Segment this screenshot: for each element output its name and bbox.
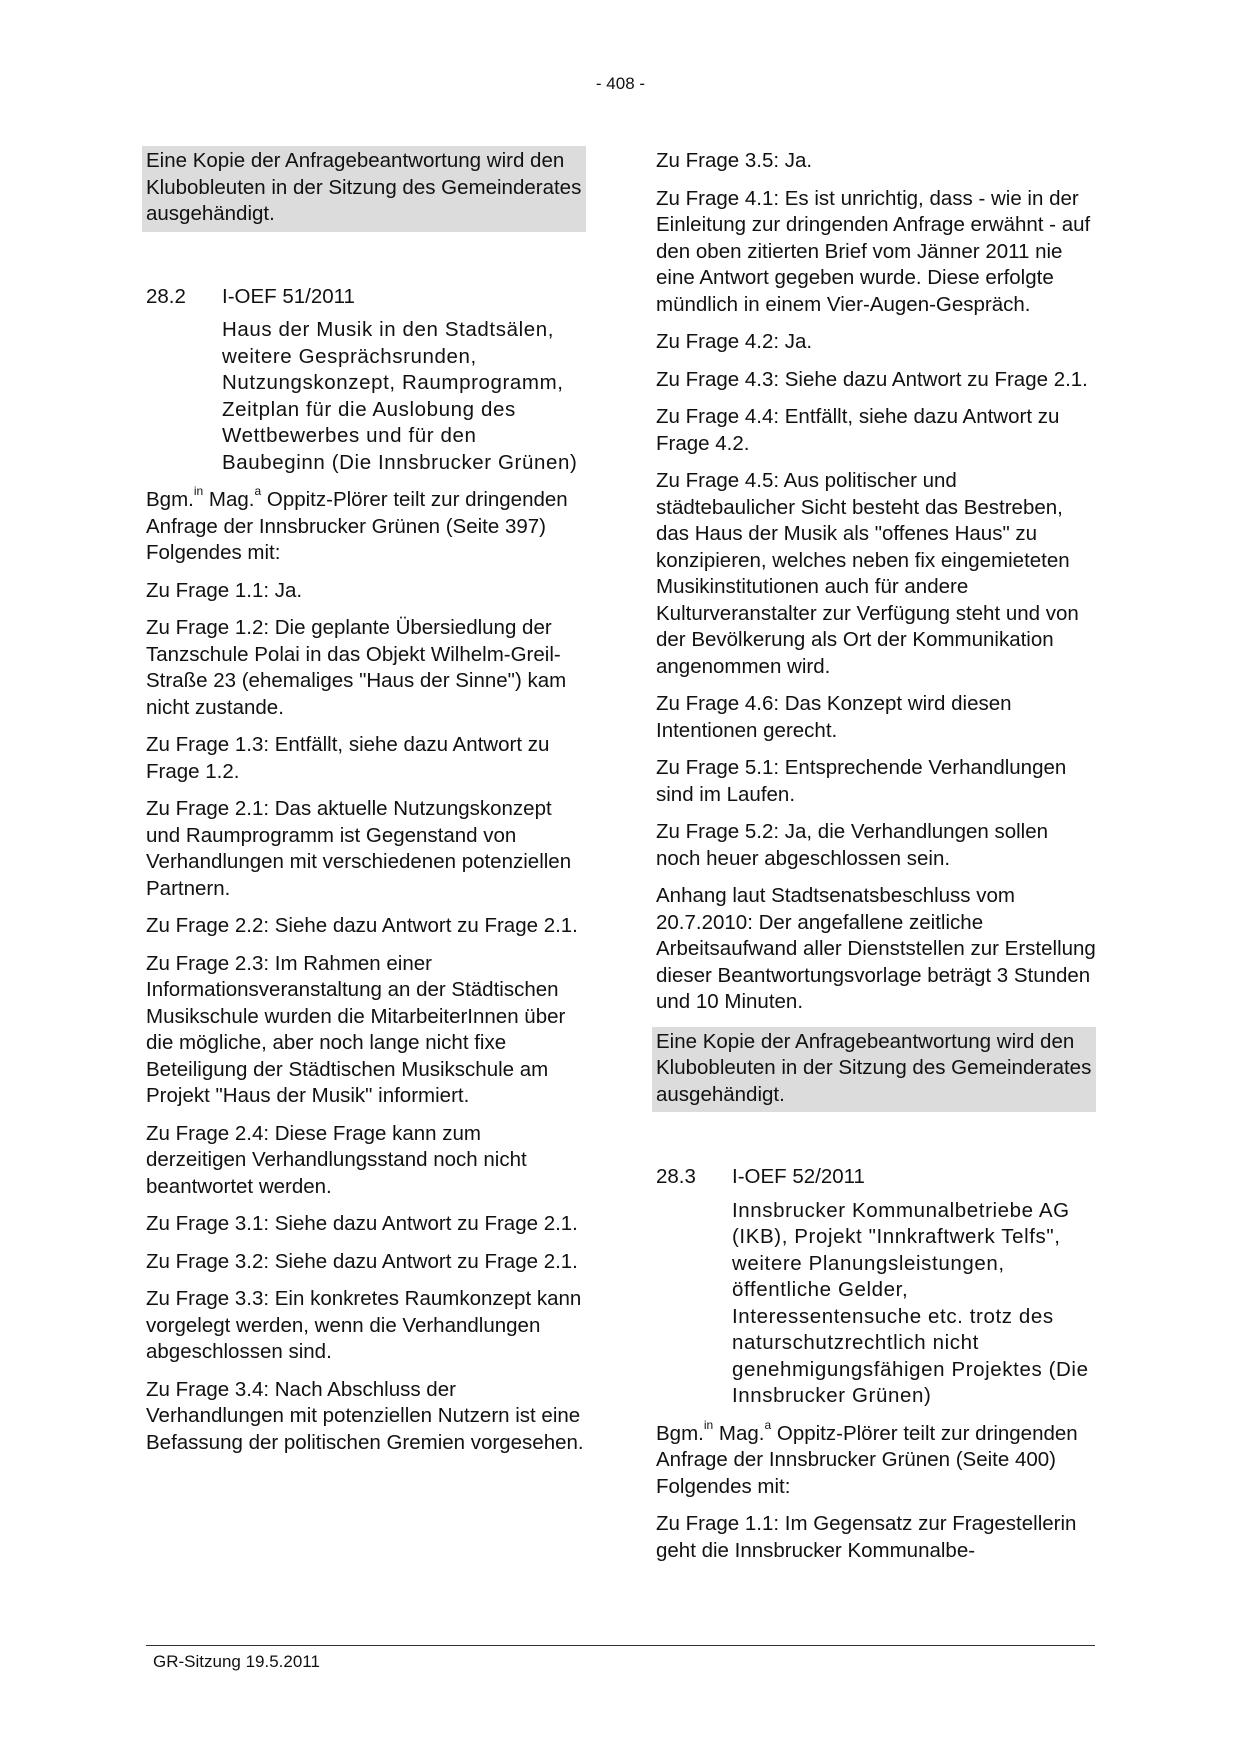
intro-bgm: Bgm. bbox=[146, 488, 194, 511]
intro-paragraph bbox=[656, 1417, 1096, 1501]
answer-paragraph: Zu Frage 2.3: Im Rahmen einer Informationsveranstaltung an der Städtischen Musikschule wurden die MitarbeiterInnen über die mögliche, aber noch lange nicht fixe Beteiligung der Städtischen Musikschule am Projekt "Haus der Musik" informiert. bbox=[146, 951, 566, 1107]
answer-paragraph: Zu Frage 4.3: Siehe dazu Antwort zu Frage 2.1. bbox=[656, 367, 1088, 391]
spacer bbox=[146, 232, 586, 284]
answer-paragraph: Zu Frage 4.5: Aus politischer und städtebaulicher Sicht besteht das Bestreben, das Haus der Musik als "offenes Haus" zu konzipieren, welches neben fix eingemieteten Musikinstitutionen auch für andere Kulturveranstalter zur Verfügung steht und von der Bevölkerung als Ort der Kommunikation angenommen wird. bbox=[656, 469, 1079, 678]
answer-paragraph: Zu Frage 1.1: Im Gegensatz zur Fragestellerin geht die Innsbrucker Kommunalbe- bbox=[656, 1512, 1077, 1562]
intro-sup-a: a bbox=[764, 1417, 772, 1432]
agenda-item-header bbox=[146, 284, 586, 311]
intro-bgm: Bgm. bbox=[656, 1421, 704, 1445]
footer-session-label: GR-Sitzung 19.5.2011 bbox=[153, 1652, 320, 1671]
agenda-item-number: 28.3 bbox=[656, 1165, 696, 1188]
intro-rest: Oppitz-Plörer teilt zur dringenden Anfrage der Innsbrucker Grünen (Seite 397) Folgendes mit: bbox=[146, 488, 568, 564]
intro-mag: Mag. bbox=[203, 488, 255, 511]
intro-sup-in: in bbox=[193, 484, 204, 499]
intro-paragraph bbox=[146, 484, 586, 567]
answer-paragraph: Zu Frage 3.4: Nach Abschluss der Verhandlungen mit potenziellen Nutzern ist eine Befassung der politischen Gremien vorgesehen. bbox=[146, 1377, 584, 1454]
answer-paragraph: Zu Frage 4.4: Entfällt, siehe dazu Antwort zu Frage 4.2. bbox=[656, 405, 1060, 455]
answer-paragraph: Zu Frage 3.1: Siehe dazu Antwort zu Frage 2.1. bbox=[146, 1212, 578, 1235]
spacer bbox=[656, 1112, 1096, 1164]
page-number: - 408 - bbox=[595, 74, 646, 93]
agenda-item-code: I-OEF 51/2011 bbox=[222, 284, 355, 308]
answer-paragraph: Zu Frage 3.3: Ein konkretes Raumkonzept kann vorgelegt werden, wenn die Verhandlungen abgeschlossen sind. bbox=[146, 1287, 582, 1363]
answer-paragraph: Zu Frage 2.1: Das aktuelle Nutzungskonzept und Raumprogramm ist Gegenstand von Verhandlungen mit verschiedenen potenziellen Partnern. bbox=[146, 797, 572, 900]
right-column bbox=[656, 148, 1096, 1575]
answer-paragraph: Zu Frage 3.2: Siehe dazu Antwort zu Frage 2.1. bbox=[146, 1249, 578, 1273]
answer-paragraph: Zu Frage 2.2: Siehe dazu Antwort zu Frage 2.1. bbox=[146, 914, 578, 937]
answer-paragraph: Zu Frage 4.2: Ja. bbox=[656, 330, 813, 353]
answer-paragraph: Zu Frage 2.4: Diese Frage kann zum derzeitigen Verhandlungsstand noch nicht beantwortet werden. bbox=[146, 1121, 527, 1198]
copy-notice-top: Eine Kopie der Anfragebeantwortung wird den Klubobleuten in der Sitzung des Gemeinderates ausgehändigt. bbox=[142, 146, 586, 232]
intro-sup-a: a bbox=[254, 484, 262, 499]
answer-paragraph: Zu Frage 5.1: Entsprechende Verhandlungen sind im Laufen. bbox=[656, 756, 1067, 806]
agenda-item-title: Innsbrucker Kommunalbetriebe AG (IKB), Projekt "Innkraftwerk Telfs", weitere Planungsleistungen, öffentliche Gelder, Interessentensuche etc. trotz des naturschutzrechtlich nicht genehmigungsfähigen Projektes (Die Innsbrucker Grünen) bbox=[732, 1198, 1089, 1407]
agenda-item-number: 28.2 bbox=[146, 284, 186, 308]
answer-paragraph: Zu Frage 5.2: Ja, die Verhandlungen sollen noch heuer abgeschlossen sein. bbox=[656, 820, 1049, 870]
answer-paragraph: Zu Frage 4.1: Es ist unrichtig, dass - wie in der Einleitung zur dringenden Anfrage erwähnt - auf den oben zitierten Brief vom Jänner 2011 nie eine Antwort gegeben wurde. Diese erfolgte mündlich in einem Vier-Augen-Gespräch. bbox=[656, 186, 1091, 316]
answer-paragraph: Zu Frage 1.3: Entfällt, siehe dazu Antwort zu Frage 1.2. bbox=[146, 733, 550, 783]
answer-paragraph: Zu Frage 3.5: Ja. bbox=[656, 149, 813, 172]
footer-divider bbox=[146, 1645, 1095, 1646]
agenda-item-code: I-OEF 52/2011 bbox=[732, 1165, 865, 1188]
intro-sup-in: in bbox=[703, 1417, 714, 1432]
left-column bbox=[146, 148, 586, 1467]
agenda-item-title: Haus der Musik in den Stadtsälen, weitere Gesprächsrunden, Nutzungskonzept, Raumprogramm, Zeitplan für die Auslobung des Wettbewerbes und für den Baubeginn (Die Innsbrucker Grünen) bbox=[222, 318, 578, 474]
answer-paragraph: Zu Frage 1.2: Die geplante Übersiedlung der Tanzschule Polai in das Objekt Wilhelm-Greil-Straße 23 (ehemaliges "Haus der Sinne") kam nicht zustande. bbox=[146, 616, 567, 719]
answer-paragraph: Zu Frage 1.1: Ja. bbox=[146, 578, 303, 602]
appendix-paragraph: Anhang laut Stadtsenatsbeschluss vom 20.7.2010: Der angefallene zeitliche Arbeitsaufwand aller Dienststellen zur Erstellung dieser Beantwortungsvorlage beträgt 3 Stunden und 10 Minuten. bbox=[656, 884, 1096, 1013]
intro-mag: Mag. bbox=[713, 1421, 765, 1445]
answer-paragraph: Zu Frage 4.6: Das Konzept wird diesen Intentionen gerecht. bbox=[656, 692, 1012, 742]
intro-rest: Oppitz-Plörer teilt zur dringenden Anfrage der Innsbrucker Grünen (Seite 400) Folgendes mit: bbox=[656, 1421, 1078, 1498]
copy-notice: Eine Kopie der Anfragebeantwortung wird den Klubobleuten in der Sitzung des Gemeinderates ausgehändigt. bbox=[652, 1027, 1096, 1113]
agenda-item-header bbox=[656, 1164, 1096, 1191]
